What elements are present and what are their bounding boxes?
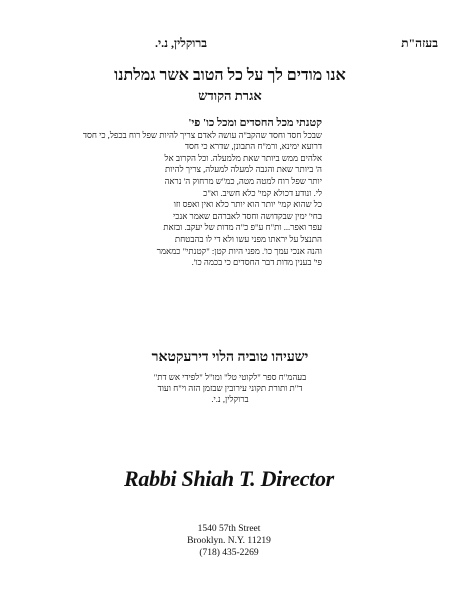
address-phone: (718) 435-2269 xyxy=(199,548,259,558)
header-left-location: ברוקלין, נ.י. xyxy=(155,36,208,50)
address-block xyxy=(170,523,288,559)
body-line: כל שהוא קמי' יותר הוא יותר כלא ואין ואפס וזו xyxy=(173,199,322,210)
body-line: לי. ונודע דכולא קמי' כלא חשיב. וא"כ xyxy=(203,187,322,198)
body-line: יותר שפל רוח למטה מטה, כמ"ש מרחוק ה' נראה xyxy=(164,175,322,186)
title-line-1: אנו מודים לך על כל הטוב אשר גמלתנו xyxy=(114,67,346,84)
body-line: עפר ואפר... ות"ח ע"פ כ"ה מדות של יעקב. ובזאת xyxy=(163,222,322,233)
signature-block xyxy=(80,350,380,405)
body-line: דרועא ימינא, ורמ"ח התבונן, שדרא כי חסד xyxy=(184,141,322,152)
signature-line: ברוקלין, נ.י. xyxy=(211,394,249,404)
body-line: ה' ביותר שאת והגבה למעלה למעלה, צריך להיות xyxy=(164,164,322,175)
title-line-2: אגרת הקודש xyxy=(198,88,262,103)
body-line: פי' בענין מדות דבר החסדים כי בכמה כו'. xyxy=(191,257,322,268)
letter-title xyxy=(60,66,400,106)
address-street: 1540 57th Street xyxy=(197,524,261,534)
body-line: בחי' ימין שבקדושה וחסד לאברהם שאמר אנכי xyxy=(172,210,322,221)
letter-body xyxy=(82,117,322,269)
signature-name: ישעיהו טוביה הלוי דירעקטאר xyxy=(151,350,309,365)
signature-line: בעהמ"ח ספר "לקוטי טל" ומו"ל "לפידי אש דת" xyxy=(153,372,307,382)
body-line: אלהים ממש ביותר שאת מלמעלה. וכל הקרוב אל xyxy=(164,152,322,163)
header-right: בעזה"ת xyxy=(401,36,438,50)
body-line: קטנתי מכל החסדים ומכל כו' פי' xyxy=(188,117,322,129)
body-line: התנצל על יראתו מפני עשו ולא די לו בהבטחת xyxy=(174,233,322,244)
address-city: Brooklyn. N.Y. 11219 xyxy=(187,536,271,546)
letterhead-logo: Rabbi Shiah T. Director xyxy=(124,466,334,491)
body-line: שבכל חסד וחסד שהקב"ה עושה לאדם צריך להיות שפל רוח בכפל, כי חסד xyxy=(82,129,322,140)
body-line: והנה אנכי עמך כו'. מפני היות קטן: "קטנתי" כמאמר xyxy=(156,245,322,256)
signature-line: ד"ת ותורת תקוני עירובין שבזמן הזה וי"ח ועוד xyxy=(157,383,303,393)
